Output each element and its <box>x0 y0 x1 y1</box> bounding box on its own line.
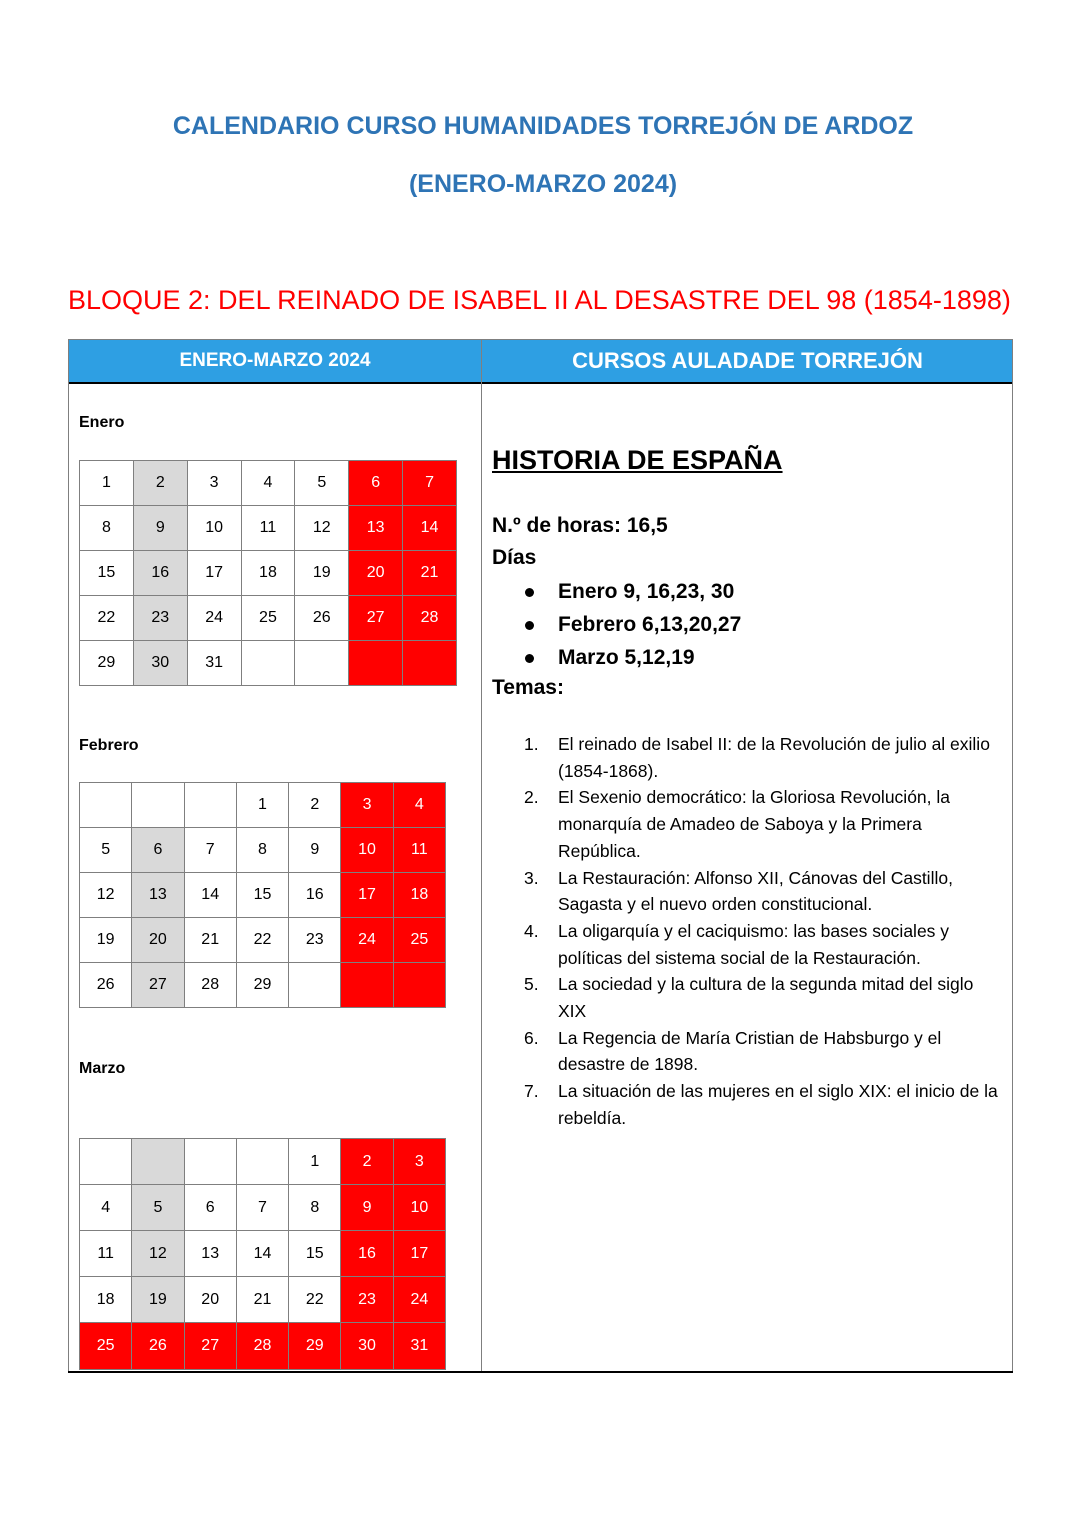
calendar-day: 1 <box>289 1139 341 1185</box>
header-divider <box>68 382 1013 384</box>
calendar-day: 26 <box>80 963 132 1008</box>
calendar-day: 29 <box>236 963 288 1008</box>
calendar-day: 17 <box>341 873 393 918</box>
calendar-day: 14 <box>236 1231 288 1277</box>
calendar-day-empty <box>241 641 295 686</box>
calendar-day: 28 <box>184 963 236 1008</box>
list-item: 3. La Restauración: Alfonso XII, Cánovas del Castillo, Sagasta y el nuevo orden constitucional. <box>524 867 953 915</box>
calendar-week-row <box>80 1231 446 1277</box>
calendar-day: 18 <box>393 873 445 918</box>
calendar-day: 28 <box>403 596 457 641</box>
calendar-week-row <box>80 506 457 551</box>
month-label-enero: Enero <box>79 414 125 431</box>
calendar-day: 3 <box>341 783 393 828</box>
calendar-day: 23 <box>341 1277 393 1323</box>
calendar-day: 31 <box>393 1323 445 1370</box>
calendar-day: 14 <box>184 873 236 918</box>
topics-label: Temas: <box>492 676 564 699</box>
bullet-icon <box>525 588 534 597</box>
calendar-day-empty <box>236 1139 288 1185</box>
calendar-day: 17 <box>393 1231 445 1277</box>
table-border-left <box>68 339 69 1373</box>
calendar-day: 30 <box>341 1323 393 1370</box>
calendar-day: 16 <box>133 551 187 596</box>
calendar-day: 3 <box>393 1139 445 1185</box>
calendar-day: 19 <box>132 1277 184 1323</box>
calendar-day: 15 <box>289 1231 341 1277</box>
calendar-day: 4 <box>241 461 295 506</box>
calendar-day: 20 <box>184 1277 236 1323</box>
calendar-day: 21 <box>236 1277 288 1323</box>
calendar-day: 12 <box>80 873 132 918</box>
calendar-day: 4 <box>393 783 445 828</box>
course-title: HISTORIA DE ESPAÑA <box>492 445 783 475</box>
calendar-day: 9 <box>289 828 341 873</box>
calendar-day: 22 <box>80 596 134 641</box>
calendar-day: 10 <box>341 828 393 873</box>
calendar-day: 7 <box>184 828 236 873</box>
table-border-right <box>1012 339 1013 1373</box>
calendar-day: 29 <box>80 641 134 686</box>
list-item: 1. El reinado de Isabel II: de la Revolución de julio al exilio (1854-1868). <box>524 734 990 781</box>
calendar-day: 20 <box>132 918 184 963</box>
calendar-day: 22 <box>289 1277 341 1323</box>
calendar-day-empty <box>393 963 445 1008</box>
calendar-day: 30 <box>133 641 187 686</box>
calendar-day: 3 <box>187 461 241 506</box>
calendar-day: 11 <box>80 1231 132 1277</box>
bullet-icon <box>525 654 534 663</box>
calendar-day-empty <box>349 641 403 686</box>
calendar-day-empty <box>132 1139 184 1185</box>
calendar-week-row <box>80 963 446 1008</box>
calendar-day: 13 <box>184 1231 236 1277</box>
calendar-week-row <box>80 918 446 963</box>
list-item: Enero 9, 16,23, 30 <box>525 578 741 611</box>
calendar-day: 8 <box>80 506 134 551</box>
calendar-day: 10 <box>187 506 241 551</box>
calendar-day: 9 <box>341 1185 393 1231</box>
month-label-febrero: Febrero <box>79 737 139 754</box>
table-border-bottom <box>68 1371 1013 1373</box>
calendar-day-empty <box>132 783 184 828</box>
page-title-dates: (ENERO-MARZO 2024) <box>408 170 678 198</box>
calendar-day-empty <box>341 963 393 1008</box>
calendar-day: 25 <box>393 918 445 963</box>
calendar-day: 14 <box>403 506 457 551</box>
calendar-marzo <box>79 1138 446 1370</box>
calendar-day: 19 <box>80 918 132 963</box>
calendar-day: 25 <box>241 596 295 641</box>
topics-list <box>524 731 1006 1132</box>
header-calendar: ENERO-MARZO 2024 <box>68 339 482 383</box>
course-hours: N.º de horas: 16,5 <box>492 514 668 537</box>
calendar-day: 21 <box>403 551 457 596</box>
calendar-day-empty <box>184 1139 236 1185</box>
calendar-day: 16 <box>289 873 341 918</box>
calendar-day: 26 <box>132 1323 184 1370</box>
calendar-day: 31 <box>187 641 241 686</box>
calendar-day: 1 <box>236 783 288 828</box>
calendar-day: 8 <box>236 828 288 873</box>
calendar-day: 26 <box>295 596 349 641</box>
calendar-day: 17 <box>187 551 241 596</box>
calendar-week-row <box>80 1139 446 1185</box>
calendar-day: 2 <box>341 1139 393 1185</box>
calendar-week-row <box>80 1323 446 1370</box>
calendar-day: 6 <box>349 461 403 506</box>
calendar-day: 13 <box>349 506 403 551</box>
calendar-week-row <box>80 641 457 686</box>
calendar-day: 24 <box>187 596 241 641</box>
calendar-day: 16 <box>341 1231 393 1277</box>
calendar-day: 27 <box>132 963 184 1008</box>
calendar-day: 8 <box>289 1185 341 1231</box>
list-item: 2. El Sexenio democrático: la Gloriosa Revolución, la monarquía de Amadeo de Saboya y la Primera República. <box>524 787 950 861</box>
calendar-day: 20 <box>349 551 403 596</box>
calendar-day: 15 <box>236 873 288 918</box>
header-courses: CURSOS AULADADE TORREJÓN <box>482 339 1013 383</box>
calendar-week-row <box>80 1185 446 1231</box>
calendar-day: 23 <box>133 596 187 641</box>
course-days-label: Días <box>492 546 537 569</box>
calendar-day: 12 <box>132 1231 184 1277</box>
list-item: Marzo 5,12,19 <box>525 644 741 677</box>
calendar-day: 1 <box>80 461 134 506</box>
list-item: 7. La situación de las mujeres en el siglo XIX: el inicio de la rebeldía. <box>524 1081 998 1128</box>
calendar-day: 22 <box>236 918 288 963</box>
block-subtitle: BLOQUE 2: DEL REINADO DE ISABEL II AL DESASTRE DEL 98 (1854-1898) <box>68 285 1011 315</box>
calendar-day-empty <box>295 641 349 686</box>
calendar-week-row <box>80 1277 446 1323</box>
calendar-day-empty <box>80 783 132 828</box>
calendar-day: 10 <box>393 1185 445 1231</box>
table-border-top <box>68 339 1013 340</box>
calendar-day: 7 <box>236 1185 288 1231</box>
calendar-day: 12 <box>295 506 349 551</box>
calendar-day: 24 <box>341 918 393 963</box>
list-item: Febrero 6,13,20,27 <box>525 611 741 644</box>
calendar-day: 15 <box>80 551 134 596</box>
calendar-day: 11 <box>241 506 295 551</box>
calendar-day: 19 <box>295 551 349 596</box>
calendar-day: 4 <box>80 1185 132 1231</box>
bullet-icon <box>525 621 534 630</box>
calendar-day: 11 <box>393 828 445 873</box>
calendar-day: 27 <box>184 1323 236 1370</box>
calendar-enero <box>79 460 457 686</box>
calendar-day: 5 <box>80 828 132 873</box>
calendar-day: 28 <box>236 1323 288 1370</box>
calendar-week-row <box>80 873 446 918</box>
calendar-day-empty <box>289 963 341 1008</box>
calendar-day: 6 <box>132 828 184 873</box>
calendar-day: 25 <box>80 1323 132 1370</box>
calendar-day: 5 <box>132 1185 184 1231</box>
calendar-day: 2 <box>289 783 341 828</box>
list-item: 5. La sociedad y la cultura de la segunda mitad del siglo XIX <box>524 974 974 1022</box>
calendar-day: 7 <box>403 461 457 506</box>
calendar-day: 13 <box>132 873 184 918</box>
calendar-day: 6 <box>184 1185 236 1231</box>
calendar-week-row <box>80 461 457 506</box>
calendar-week-row <box>80 828 446 873</box>
month-label-marzo: Marzo <box>79 1060 126 1077</box>
calendar-day-empty <box>184 783 236 828</box>
column-divider <box>481 339 482 1373</box>
list-item: 4. La oligarquía y el caciquismo: las bases sociales y políticas del sistema social de la Restauración. <box>524 920 950 968</box>
calendar-day: 18 <box>80 1277 132 1323</box>
calendar-week-row <box>80 783 446 828</box>
calendar-week-row <box>80 596 457 641</box>
calendar-day: 5 <box>295 461 349 506</box>
course-days-list <box>525 578 741 677</box>
calendar-day: 24 <box>393 1277 445 1323</box>
calendar-week-row <box>80 551 457 596</box>
calendar-day: 23 <box>289 918 341 963</box>
calendar-day: 18 <box>241 551 295 596</box>
page-title: CALENDARIO CURSO HUMANIDADES TORREJÓN DE ARDOZ <box>172 112 914 140</box>
list-item: 6. La Regencia de María Cristian de Habsburgo y el desastre de 1898. <box>524 1027 942 1075</box>
calendar-day-empty <box>403 641 457 686</box>
calendar-day: 2 <box>133 461 187 506</box>
calendar-febrero <box>79 782 446 1008</box>
calendar-day: 9 <box>133 506 187 551</box>
calendar-day-empty <box>80 1139 132 1185</box>
calendar-day: 27 <box>349 596 403 641</box>
calendar-day: 29 <box>289 1323 341 1370</box>
calendar-day: 21 <box>184 918 236 963</box>
